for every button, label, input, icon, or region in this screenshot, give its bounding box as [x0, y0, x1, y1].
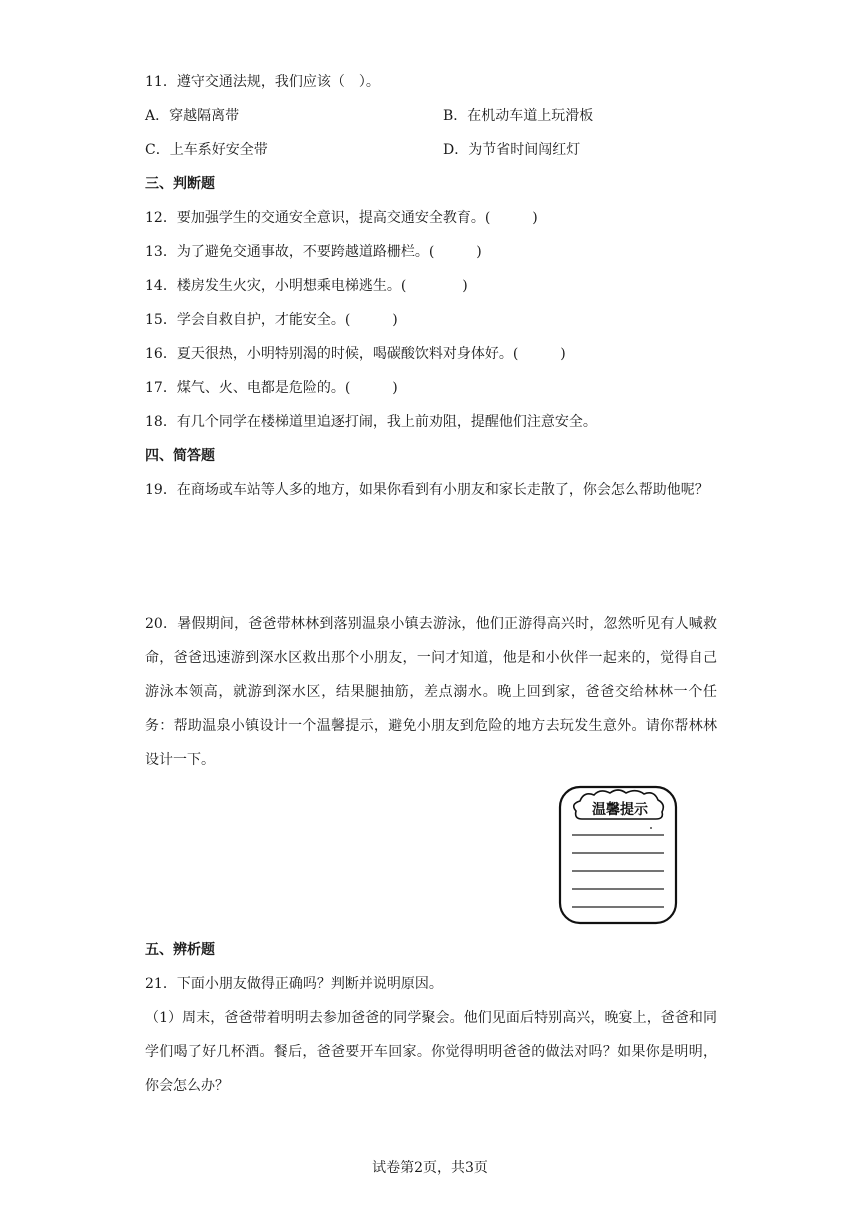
question-13: 13．为了避免交通事故，不要跨越道路栅栏。( ) [145, 244, 482, 260]
question-15: 15．学会自救自护，才能安全。( ) [145, 312, 398, 328]
section-3-heading: 三、判断题 [145, 176, 215, 192]
question-18: 18．有几个同学在楼梯道里追逐打闹，我上前劝阻，提醒他们注意安全。 [145, 414, 597, 430]
question-16: 16．夏天很热，小明特别渴的时候，喝碳酸饮料对身体好。( ) [145, 346, 566, 362]
option-c: C．上车系好安全带 [145, 142, 268, 158]
warm-tip-card [558, 785, 680, 931]
question-19: 19．在商场或车站等人多的地方，如果你看到有小朋友和家长走散了，你会怎么帮助他呢？ [145, 482, 709, 498]
question-12: 12．要加强学生的交通安全意识，提高交通安全教育。( ) [145, 210, 538, 226]
option-a: A．穿越隔离带 [145, 108, 240, 124]
question-21: 21．下面小朋友做得正确吗？判断并说明原因。 [145, 976, 443, 992]
question-20: 20．暑假期间，爸爸带林林到落别温泉小镇去游泳，他们正游得高兴时，忽然听见有人喊救命，爸爸迅速游到深水区救出那个小朋友，一问才知道，他是和小伙伴一起来的，觉得自己游泳本领高，就游到深水区，结果腿抽筋，差点溺水。晚上回到家，爸爸交给林林一个任务：帮助温泉小镇设计一个温馨提示，避免小朋友到危险的地方去玩发生意外。请你帮林林设计一下。 [145, 616, 717, 768]
warm-tip-title: 温馨提示 [592, 802, 648, 818]
question-21-part-1: （1）周末，爸爸带着明明去参加爸爸的同学聚会。他们见面后特别高兴，晚宴上，爸爸和同学们喝了好几杯酒。餐后，爸爸要开车回家。你觉得明明爸爸的做法对吗？如果你是明明，你会怎么办？ [145, 1010, 717, 1094]
question-11-stem: 11．遵守交通法规，我们应该（ ）。 [145, 74, 380, 90]
section-5-heading: 五、辨析题 [145, 942, 215, 958]
warm-tip-card-drawing [558, 785, 680, 927]
question-17: 17．煤气、火、电都是危险的。( ) [145, 380, 398, 396]
section-4-heading: 四、简答题 [145, 448, 215, 464]
question-14: 14．楼房发生火灾，小明想乘电梯逃生。( ) [145, 278, 468, 294]
page-footer: 试卷第2页，共3页 [372, 1160, 488, 1176]
option-b: B．在机动车道上玩滑板 [443, 108, 594, 124]
option-d: D．为节省时间闯红灯 [443, 142, 581, 158]
